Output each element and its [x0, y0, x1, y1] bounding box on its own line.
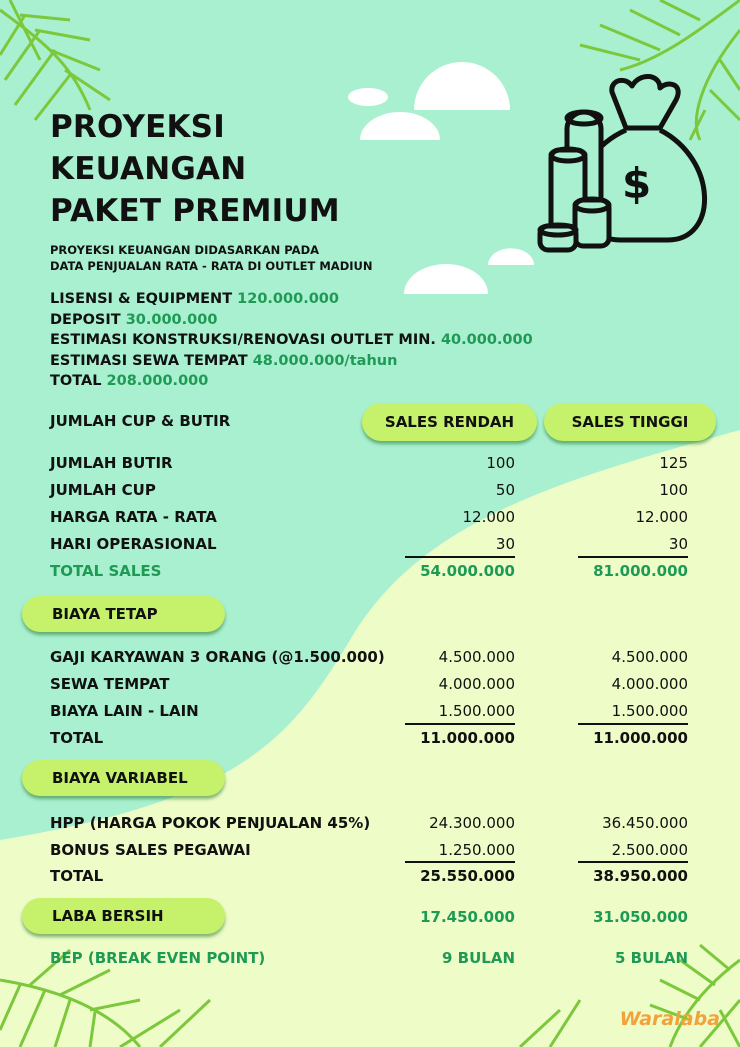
svg-text:$: $ [622, 159, 652, 208]
sales-low-pill: SALES RENDAH [362, 403, 537, 441]
divider [405, 556, 515, 558]
investment-list [50, 289, 533, 392]
divider [578, 861, 688, 863]
subtitle-line: PROYEKSI KEUANGAN DIDASARKAN PADA [50, 243, 320, 257]
table-row: HPP (HARGA POKOK PENJUALAN 45%) 24.300.000 36.450.000 [50, 814, 688, 832]
investment-item: ESTIMASI SEWA TEMPAT 48.000.000/tahun [50, 352, 398, 369]
bep-row: BEP (BREAK EVEN POINT) 9 BULAN 5 BULAN [50, 949, 688, 967]
investment-item: LISENSI & EQUIPMENT 120.000.000 [50, 291, 339, 307]
table-row: HARI OPERASIONAL 30 30 [50, 535, 688, 553]
variable-total-row: TOTAL 25.550.000 38.950.000 [50, 867, 688, 885]
investment-item: ESTIMASI KONSTRUKSI/RENOVASI OUTLET MIN. 40.000.000 [50, 332, 533, 349]
table-header: JUMLAH CUP & BUTIR [50, 412, 231, 430]
investment-item: TOTAL 208.000.000 [50, 373, 209, 390]
table-row: JUMLAH BUTIR 100 125 [50, 454, 688, 472]
money-bag-icon [540, 76, 705, 250]
divider [405, 861, 515, 863]
investment-item: DEPOSIT 30.000.000 [50, 311, 218, 328]
divider [578, 556, 688, 558]
title-line: PROYEKSI [50, 109, 225, 145]
variable-cost-heading: BIAYA VARIABEL [22, 760, 225, 796]
net-profit-heading: LABA BERSIH [22, 898, 225, 934]
fixed-total-row: TOTAL 11.000.000 11.000.000 [50, 729, 688, 747]
table-row: HARGA RATA - RATA 12.000 12.000 [50, 508, 688, 526]
title-line: PAKET PREMIUM [50, 193, 340, 229]
brand-logo: Waralaba [619, 1008, 720, 1030]
palm-leaf-top-right [580, 0, 740, 140]
divider [405, 723, 515, 725]
subtitle [50, 242, 373, 274]
divider [578, 723, 688, 725]
table-row: JUMLAH CUP 50 100 [50, 481, 688, 499]
net-profit-row: 17.450.000 31.050.000 [420, 908, 688, 926]
title-line: KEUANGAN [50, 151, 247, 187]
table-row: BIAYA LAIN - LAIN 1.500.000 1.500.000 [50, 702, 688, 720]
table-row: GAJI KARYAWAN 3 ORANG (@1.500.000) 4.500.000 4.500.000 [50, 648, 688, 666]
sales-high-pill: SALES TINGGI [544, 403, 716, 441]
total-sales-row: TOTAL SALES 54.000.000 81.000.000 [50, 562, 688, 580]
table-row: SEWA TEMPAT 4.000.000 4.000.000 [50, 675, 688, 693]
subtitle-line: DATA PENJUALAN RATA - RATA DI OUTLET MADIUN [50, 259, 373, 273]
page-title [50, 106, 340, 232]
fixed-cost-heading: BIAYA TETAP [22, 596, 225, 632]
table-row: BONUS SALES PEGAWAI 1.250.000 2.500.000 [50, 841, 688, 859]
palm-leaf-top-left [0, 0, 110, 120]
